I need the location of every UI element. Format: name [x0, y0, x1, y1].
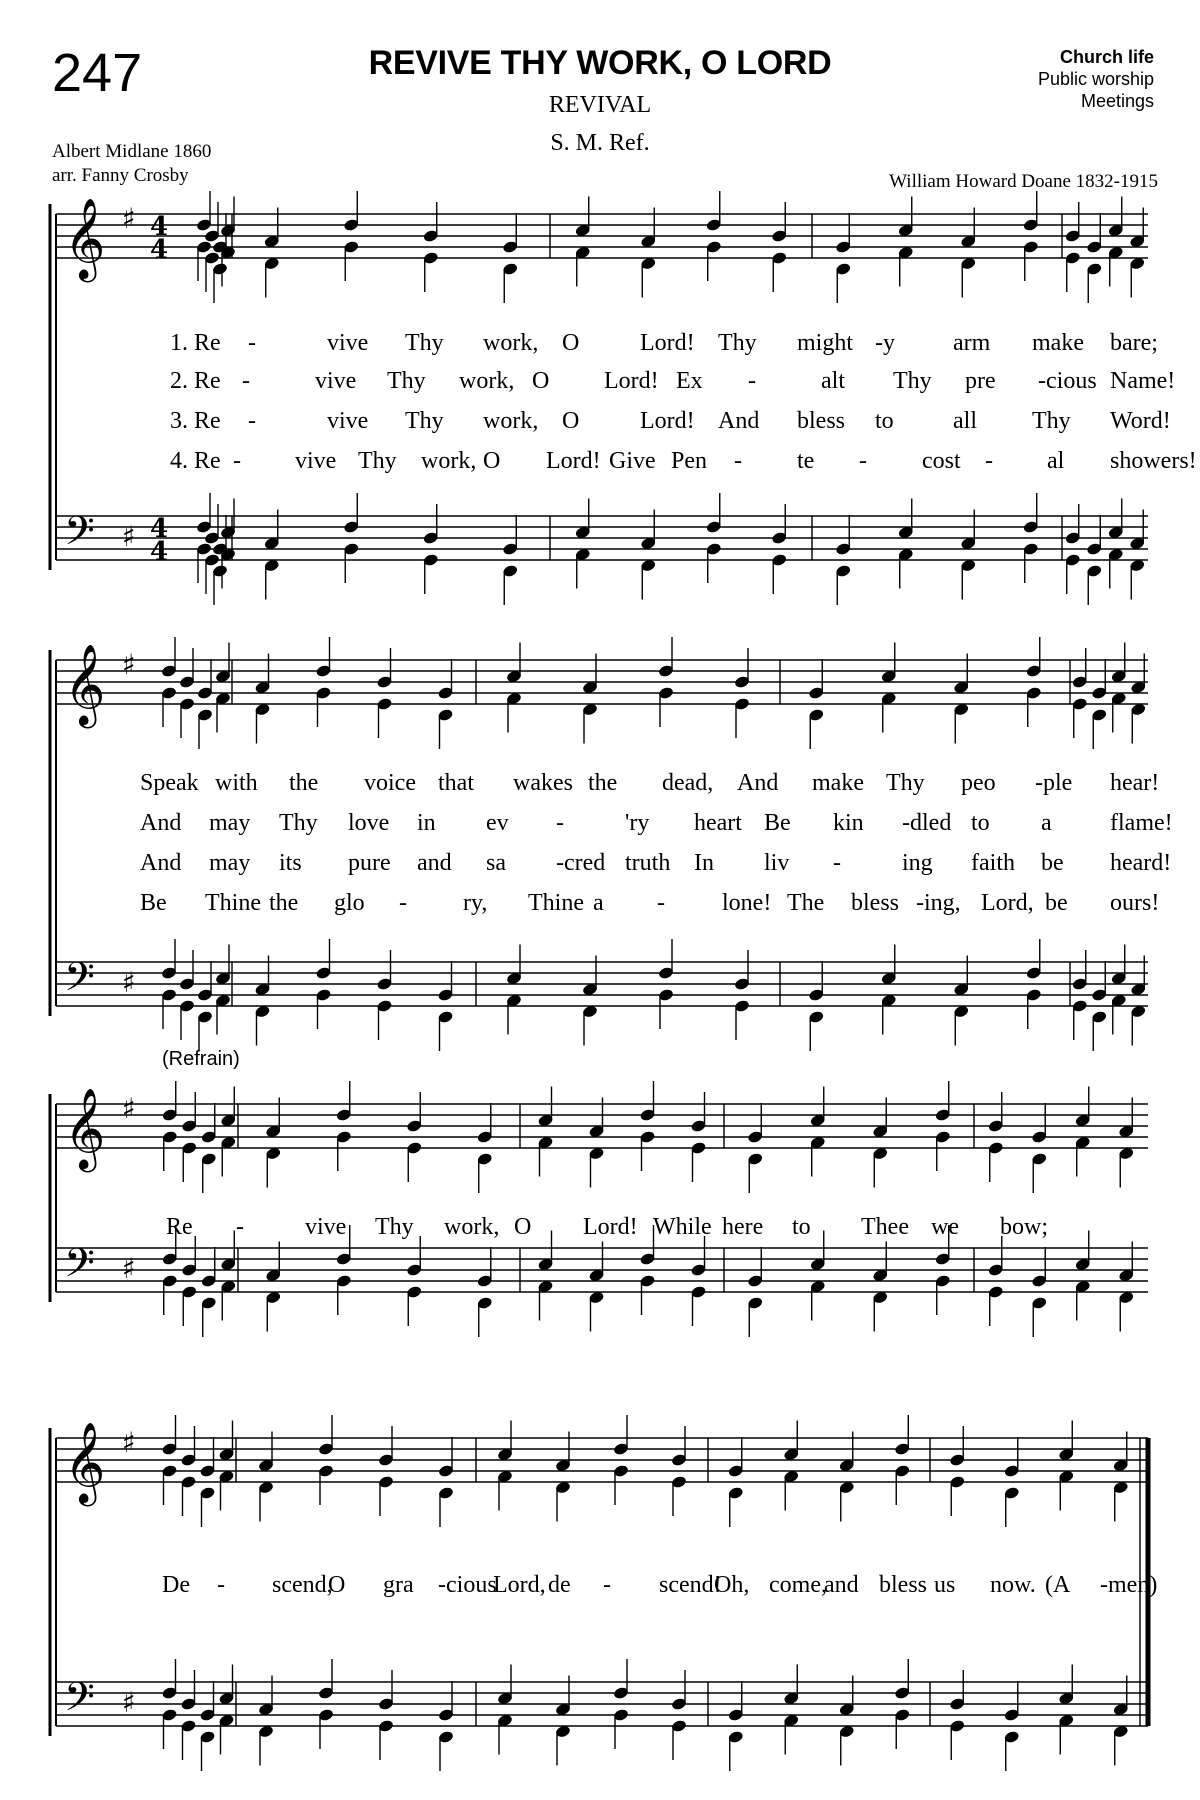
lyric-syllable: work, [483, 330, 539, 356]
lyric-syllable: - [748, 368, 756, 394]
lyric-syllable: - [985, 448, 993, 474]
lyric-syllable: Thy [387, 368, 426, 394]
lyric-syllable: to [875, 408, 894, 434]
lyric-syllable: ing [902, 850, 933, 876]
lyric-syllable: work, [459, 368, 515, 394]
lyric-syllable: a [593, 890, 604, 916]
lyric-syllable: vive [295, 448, 337, 474]
time-signature-bottom: 4 [150, 537, 169, 567]
lyric-syllable: Name! [1110, 368, 1176, 394]
lyric-syllable: work, [483, 408, 539, 434]
lyric-syllable: - [603, 1572, 611, 1598]
lyric-syllable: O [562, 330, 580, 356]
lyric-syllable: - [248, 330, 256, 356]
lyric-syllable: (A [1045, 1572, 1071, 1598]
lyric-syllable: -dled [902, 810, 952, 836]
words-author: Albert Midlane 1860 [52, 141, 212, 162]
lyric-syllable: - [233, 448, 241, 474]
lyric-syllable: us [934, 1572, 956, 1598]
lyric-syllable: to [971, 810, 990, 836]
lyric-syllable: kin [833, 810, 864, 836]
lyric-syllable: - [859, 448, 867, 474]
meter: S. M. Ref. [550, 130, 650, 156]
lyric-syllable: While [653, 1214, 712, 1240]
lyric-syllable: all [953, 408, 977, 434]
lyric-syllable: faith [971, 850, 1015, 876]
lyric-syllable: ours! [1110, 890, 1160, 916]
lyric-syllable: 'ry [625, 810, 650, 836]
lyric-syllable: Thy [893, 368, 932, 394]
lyric-syllable: The [787, 890, 825, 916]
lyric-syllable: bless [797, 408, 845, 434]
lyric-syllable: Lord! [604, 368, 659, 394]
lyric-syllable: sa [486, 850, 506, 876]
bass-clef: 𝄢 [64, 954, 95, 1010]
lyric-syllable: -cious [438, 1572, 497, 1598]
words-arranger: arr. Fanny Crosby [52, 165, 189, 186]
sharp-sign: ♯ [122, 1686, 136, 1719]
lyric-syllable: and [824, 1572, 859, 1598]
lyric-syllable: - [248, 408, 256, 434]
lyric-syllable: now. [990, 1572, 1036, 1598]
bass-staff [56, 493, 1148, 605]
lyric-syllable: O [514, 1214, 532, 1240]
lyric-syllable: voice [364, 770, 416, 796]
bass-staff [56, 939, 1148, 1051]
lyric-syllable: may [209, 810, 251, 836]
time-signature-top: 4 [150, 212, 169, 242]
lyric-syllable: Thy [886, 770, 925, 796]
tune-name: REVIVAL [548, 92, 652, 118]
lyric-syllable: we [931, 1214, 959, 1240]
lyric-syllable: O [562, 408, 580, 434]
lyric-syllable: vive [315, 368, 357, 394]
hymn-title: REVIVE THY WORK, O LORD [368, 44, 832, 82]
lyric-syllable: Thy [358, 448, 397, 474]
topic-item: Public worship [1037, 69, 1154, 89]
lyric-syllable: work, [444, 1214, 500, 1240]
lyric-syllable: 2. Re [170, 368, 221, 394]
lyric-syllable: de [548, 1572, 571, 1598]
lyric-syllable: may [209, 850, 251, 876]
sharp-sign: ♯ [122, 1092, 136, 1125]
sharp-sign: ♯ [122, 648, 136, 681]
lyric-syllable: flame! [1110, 810, 1173, 836]
lyric-syllable: ev [486, 810, 509, 836]
bass-staff [56, 1659, 1148, 1771]
lyric-syllable: ry, [463, 890, 488, 916]
lyric-syllable: pre [965, 368, 996, 394]
lyric-syllable: the [289, 770, 319, 796]
lyric-syllable: bow; [1000, 1214, 1048, 1240]
treble-clef: 𝄞 [64, 1421, 106, 1503]
lyric-syllable: pure [348, 850, 391, 876]
lyric-syllable: bless [879, 1572, 927, 1598]
lyric-syllable: And [718, 408, 760, 434]
lyric-syllable: liv [764, 850, 790, 876]
lyric-syllable: Speak [140, 770, 199, 796]
sharp-sign: ♯ [122, 966, 136, 999]
lyric-syllable: al [1047, 448, 1065, 474]
topic-item: Meetings [1080, 91, 1154, 111]
lyric-syllable: alt [821, 368, 845, 394]
sharp-sign: ♯ [122, 520, 136, 553]
lyric-syllable: work, [421, 448, 477, 474]
lyric-syllable: -y [875, 330, 895, 356]
bass-clef: 𝄢 [64, 508, 95, 564]
lyric-syllable: 4. Re [170, 448, 221, 474]
lyric-syllable: - [236, 1214, 244, 1240]
lyric-syllable: Thine [528, 890, 584, 916]
treble-staff [56, 191, 1148, 303]
lyric-syllable: peo [961, 770, 996, 796]
lyric-syllable: - [242, 368, 250, 394]
treble-staff [56, 637, 1148, 749]
lyric-syllable: - [734, 448, 742, 474]
lyric-syllable: - [657, 890, 665, 916]
lyric-syllable: Word! [1110, 408, 1171, 434]
lyric-syllable: Lord, [493, 1572, 546, 1598]
lyric-syllable: Thy [405, 408, 444, 434]
lyric-syllable: -ple [1035, 770, 1073, 796]
lyric-syllable: dead, [662, 770, 714, 796]
lyric-syllable: Be [140, 890, 167, 916]
lyric-syllable: make [1032, 330, 1084, 356]
lyric-syllable: O [532, 368, 550, 394]
lyric-syllable: heard! [1110, 850, 1172, 876]
music-credit: William Howard Doane 1832-1915 [889, 171, 1158, 192]
lyric-syllable: to [792, 1214, 811, 1240]
lyric-syllable: a [1041, 810, 1052, 836]
sharp-sign: ♯ [122, 1252, 136, 1285]
lyric-syllable: Thy [279, 810, 318, 836]
treble-clef: 𝄞 [64, 643, 106, 725]
lyric-syllable: And [737, 770, 779, 796]
lyric-syllable: and [417, 850, 452, 876]
lyric-syllable: vive [327, 330, 369, 356]
lyric-syllable: Thy [375, 1214, 414, 1240]
lyric-syllable: arm [953, 330, 991, 356]
lyric-syllable: -men) [1100, 1572, 1158, 1598]
lyric-syllable: bless [851, 890, 899, 916]
lyric-syllable: And [140, 850, 182, 876]
treble-staff [56, 1415, 1148, 1527]
lyric-syllable: Lord! [546, 448, 601, 474]
sharp-sign: ♯ [122, 1426, 136, 1459]
lyric-syllable: be [1045, 890, 1068, 916]
lyric-syllable: come, [769, 1572, 827, 1598]
refrain-label: (Refrain) [162, 1048, 240, 1070]
lyric-syllable: love [348, 810, 390, 836]
lyric-syllable: -cred [556, 850, 606, 876]
lyric-syllable: scend! [659, 1572, 722, 1598]
lyric-syllable: gra [383, 1572, 414, 1598]
lyric-syllable: Oh, [714, 1572, 750, 1598]
lyric-syllable: Ex [676, 368, 703, 394]
lyric-syllable: vive [305, 1214, 347, 1240]
lyric-syllable: that [438, 770, 474, 796]
lyric-syllable: its [279, 850, 302, 876]
lyric-syllable: 1. Re [170, 330, 221, 356]
lyric-syllable: And [140, 810, 182, 836]
topic-item: Church life [1059, 47, 1154, 67]
lyric-syllable: glo [334, 890, 365, 916]
treble-clef: 𝄞 [64, 1087, 106, 1169]
lyric-syllable: - [556, 810, 564, 836]
lyric-syllable: De [162, 1572, 190, 1598]
bass-clef: 𝄢 [64, 1674, 95, 1730]
lyric-syllable: Lord, [981, 890, 1034, 916]
lyric-syllable: with [215, 770, 258, 796]
lyric-syllable: Thine [205, 890, 261, 916]
lyric-syllable: Lord! [640, 408, 695, 434]
lyric-syllable: O [483, 448, 501, 474]
lyric-syllable: Give [609, 448, 656, 474]
lyric-syllable: In [694, 850, 714, 876]
lyric-syllable: be [1041, 850, 1064, 876]
hymn-number: 247 [52, 43, 143, 103]
lyric-syllable: Re [166, 1214, 193, 1240]
lyric-syllable: the [269, 890, 299, 916]
lyric-syllable: - [833, 850, 841, 876]
lyric-syllable: truth [625, 850, 671, 876]
lyric-syllable: Thee [861, 1214, 909, 1240]
lyric-syllable: -ing, [916, 890, 961, 916]
lyric-syllable: heart [694, 810, 742, 836]
lyric-syllable: make [812, 770, 864, 796]
lyric-syllable: O [328, 1572, 346, 1598]
lyric-syllable: bare; [1110, 330, 1158, 356]
lyric-syllable: here [722, 1214, 764, 1240]
music-system [50, 1428, 1148, 1736]
lyric-syllable: showers! [1110, 448, 1197, 474]
bass-clef: 𝄢 [64, 1240, 95, 1296]
lyric-syllable: might [797, 330, 854, 356]
bass-staff [56, 1225, 1148, 1337]
treble-clef: 𝄞 [64, 197, 106, 279]
lyric-syllable: -cious [1038, 368, 1097, 394]
lyric-syllable: - [217, 1572, 225, 1598]
lyric-syllable: vive [327, 408, 369, 434]
lyric-syllable: the [588, 770, 618, 796]
lyric-syllable: Lord! [583, 1214, 638, 1240]
lyric-syllable: cost [922, 448, 961, 474]
lyric-syllable: Thy [718, 330, 757, 356]
time-signature-top: 4 [150, 514, 169, 544]
lyric-syllable: - [399, 890, 407, 916]
lyric-syllable: Be [764, 810, 791, 836]
lyric-syllable: te [797, 448, 815, 474]
time-signature-bottom: 4 [150, 235, 169, 265]
sharp-sign: ♯ [122, 202, 136, 235]
treble-staff [56, 1081, 1148, 1193]
lyric-syllable: hear! [1110, 770, 1160, 796]
lyric-syllable: Thy [1032, 408, 1071, 434]
lyric-syllable: Pen [671, 448, 707, 474]
lyric-syllable: scend, [272, 1572, 333, 1598]
lyric-syllable: Thy [405, 330, 444, 356]
lyric-syllable: Lord! [640, 330, 695, 356]
lyric-syllable: wakes [513, 770, 573, 796]
lyric-syllable: lone! [722, 890, 772, 916]
lyric-syllable: in [417, 810, 436, 836]
lyric-syllable: 3. Re [170, 408, 221, 434]
